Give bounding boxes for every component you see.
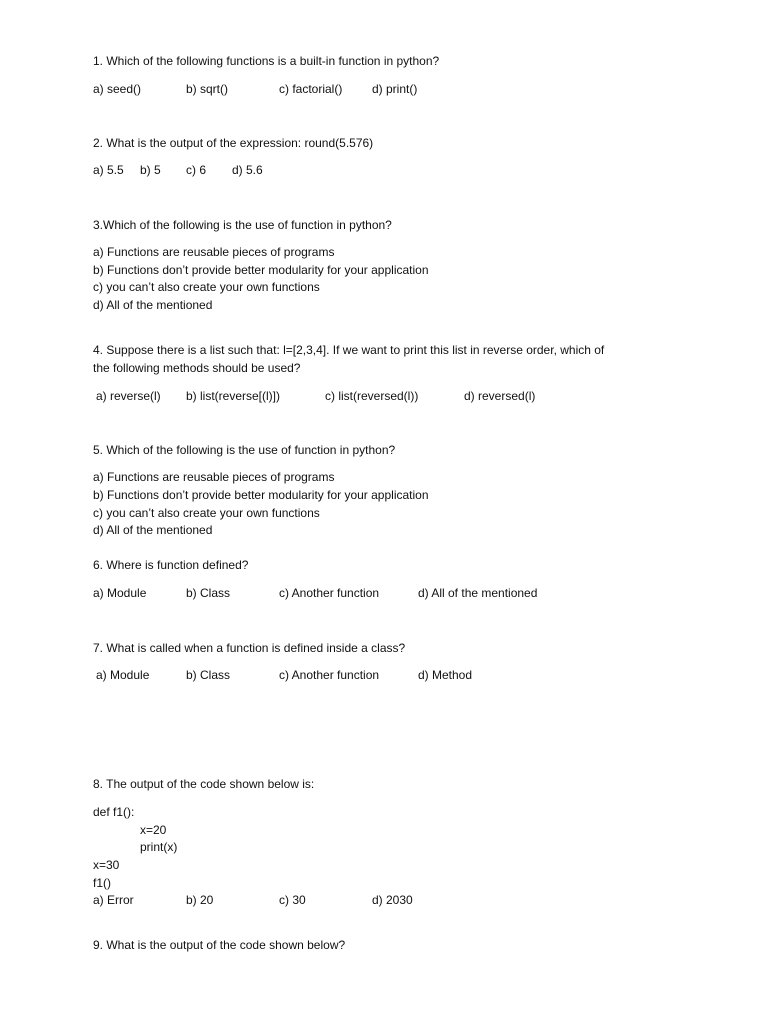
q1-option-d: d) print() <box>372 82 418 96</box>
q2-option-b: b) 5 <box>140 163 161 177</box>
question-4-stem-line-2: the following methods should be used? <box>93 361 301 375</box>
q2-option-c: c) 6 <box>186 163 207 177</box>
q5-option-b: b) Functions don’t provide better modularity for your application <box>93 488 429 502</box>
q8-option-d: d) 2030 <box>372 893 413 907</box>
q6-option-d: d) All of the mentioned <box>418 586 538 600</box>
q4-option-c: c) list(reversed(l)) <box>325 389 419 403</box>
q8-code-line-3: print(x) <box>140 840 178 854</box>
q1-option-c: c) factorial() <box>279 82 343 96</box>
q8-code-line-1: def f1(): <box>93 805 135 819</box>
question-3-stem: 3.Which of the following is the use of function in python? <box>93 218 392 232</box>
q1-option-a: a) seed() <box>93 82 142 96</box>
q5-option-d: d) All of the mentioned <box>93 523 213 537</box>
q5-option-c: c) you can’t also create your own functions <box>93 506 320 520</box>
q2-option-a: a) 5.5 <box>93 163 124 177</box>
q2-option-d: d) 5.6 <box>232 163 263 177</box>
question-8-stem: 8. The output of the code shown below is: <box>93 777 315 791</box>
q8-option-b: b) 20 <box>186 893 214 907</box>
q4-option-a: a) reverse(l) <box>96 389 161 403</box>
q8-code-line-4: x=30 <box>93 858 120 872</box>
question-5-stem: 5. Which of the following is the use of function in python? <box>93 443 396 457</box>
question-6-stem: 6. Where is function defined? <box>93 558 249 572</box>
q8-code-line-5: f1() <box>93 876 111 890</box>
q3-option-d: d) All of the mentioned <box>93 298 213 312</box>
q7-option-a: a) Module <box>96 668 150 682</box>
q7-option-c: c) Another function <box>279 668 380 682</box>
q3-option-a: a) Functions are reusable pieces of programs <box>93 245 335 259</box>
question-4-stem-line-1: 4. Suppose there is a list such that: l=[2,3,4]. If we want to print this list in reverse order, which of <box>93 343 605 357</box>
q6-option-a: a) Module <box>93 586 147 600</box>
q8-code-line-2: x=20 <box>140 823 167 837</box>
q6-option-c: c) Another function <box>279 586 380 600</box>
question-7-stem: 7. What is called when a function is defined inside a class? <box>93 641 406 655</box>
question-1-stem: 1. Which of the following functions is a built-in function in python? <box>93 54 440 68</box>
q3-option-c: c) you can’t also create your own functions <box>93 280 320 294</box>
q3-option-b: b) Functions don’t provide better modularity for your application <box>93 263 429 277</box>
question-9-stem: 9. What is the output of the code shown below? <box>93 938 346 952</box>
q1-option-b: b) sqrt() <box>186 82 228 96</box>
q8-option-c: c) 30 <box>279 893 306 907</box>
question-2-stem: 2. What is the output of the expression: round(5.576) <box>93 136 374 150</box>
q8-option-a: a) Error <box>93 893 134 907</box>
q7-option-d: d) Method <box>418 668 473 682</box>
q4-option-b: b) list(reverse[(l)]) <box>186 389 281 403</box>
q5-option-a: a) Functions are reusable pieces of programs <box>93 470 335 484</box>
q6-option-b: b) Class <box>186 586 231 600</box>
q4-option-d: d) reversed(l) <box>464 389 536 403</box>
q7-option-b: b) Class <box>186 668 231 682</box>
